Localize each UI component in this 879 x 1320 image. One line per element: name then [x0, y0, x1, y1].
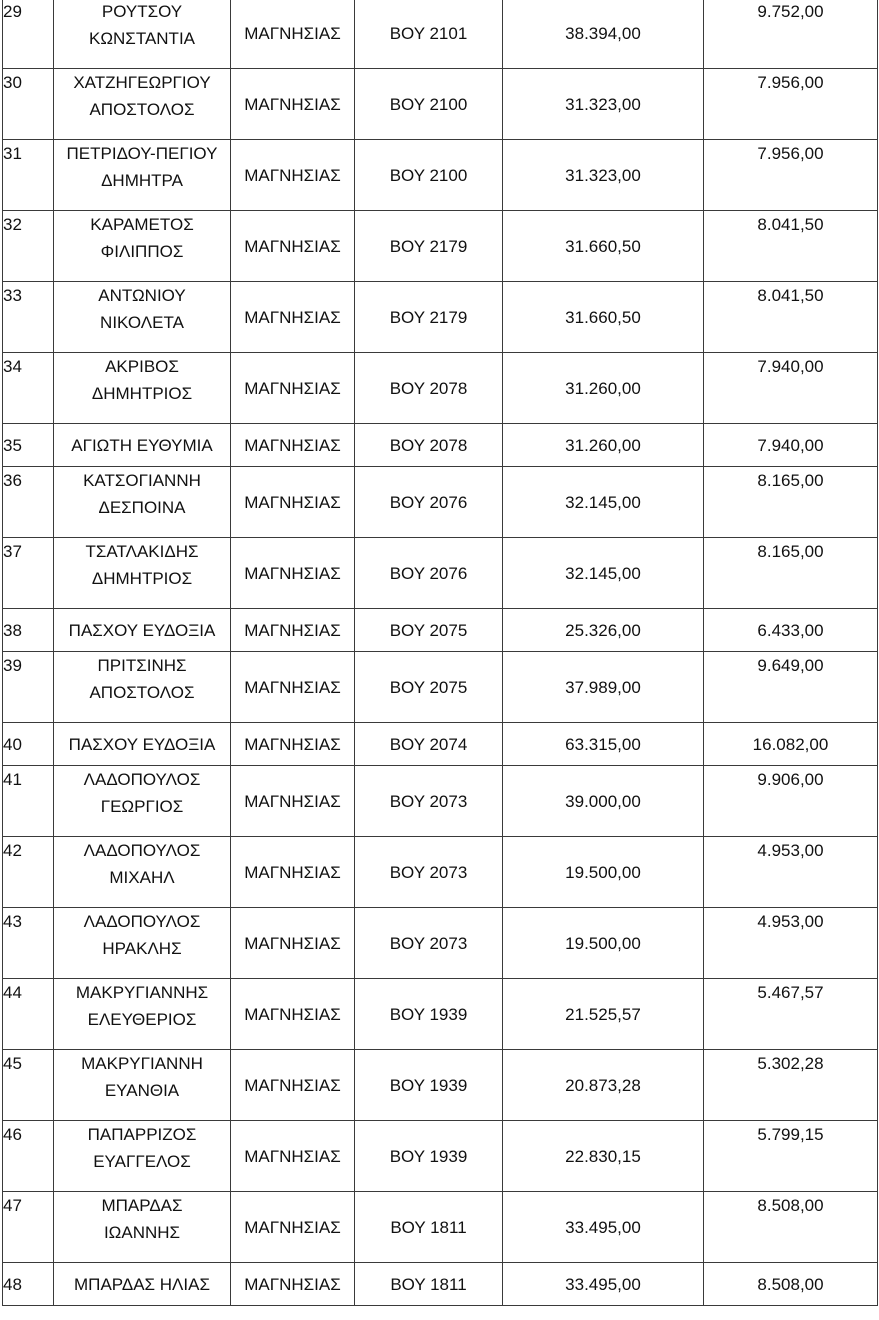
- reference-code-cell: ΒΟΥ 1939: [355, 979, 503, 1050]
- tax-amount-cell: 16.082,00: [704, 723, 878, 766]
- prefecture-cell: ΜΑΓΝΗΣΙΑΣ: [231, 69, 355, 140]
- beneficiary-name-line: ΗΡΑΚΛΗΣ: [102, 939, 182, 958]
- beneficiary-name-cell: [54, 1263, 231, 1306]
- beneficiary-name-line: ΚΩΝΣΤΑΝΤΙΑ: [88, 29, 196, 48]
- amount-cell: 33.495,00: [503, 1263, 704, 1306]
- row-number-cell: 43: [3, 908, 54, 979]
- amount-cell: 19.500,00: [503, 908, 704, 979]
- reference-code-cell: ΒΟΥ 2073: [355, 766, 503, 837]
- beneficiary-name-line: ΜΠΑΡΔΑΣ: [101, 1196, 183, 1215]
- amount-cell: 31.323,00: [503, 140, 704, 211]
- tax-amount-cell: 6.433,00: [704, 609, 878, 652]
- table-row: [3, 652, 878, 723]
- beneficiary-name-line: ΚΑΤΣΟΓΙΑΝΝΗ: [83, 471, 201, 490]
- row-number-cell: 47: [3, 1192, 54, 1263]
- prefecture-cell: ΜΑΓΝΗΣΙΑΣ: [231, 282, 355, 353]
- reference-code-cell: ΒΟΥ 2078: [355, 424, 503, 467]
- amount-cell: 38.394,00: [503, 0, 704, 69]
- table-row: [3, 908, 878, 979]
- prefecture-cell: ΜΑΓΝΗΣΙΑΣ: [231, 766, 355, 837]
- beneficiary-name-line: ΦΙΛΙΠΠΟΣ: [100, 242, 184, 261]
- beneficiary-name-line: ΔΗΜΗΤΡΙΟΣ: [91, 384, 193, 403]
- table-row: [3, 353, 878, 424]
- reference-code-cell: ΒΟΥ 2078: [355, 353, 503, 424]
- table-row: [3, 979, 878, 1050]
- tax-amount-cell: 8.041,50: [704, 282, 878, 353]
- beneficiary-name-line: ΤΣΑΤΛΑΚΙΔΗΣ: [85, 542, 199, 561]
- row-number-cell: 34: [3, 353, 54, 424]
- row-number-cell: 39: [3, 652, 54, 723]
- amount-cell: 37.989,00: [503, 652, 704, 723]
- tax-amount-cell: 7.940,00: [704, 353, 878, 424]
- tax-amount-cell: 5.302,28: [704, 1050, 878, 1121]
- beneficiary-name-line: ΧΑΤΖΗΓΕΩΡΓΙΟΥ: [73, 73, 211, 92]
- prefecture-cell: ΜΑΓΝΗΣΙΑΣ: [231, 908, 355, 979]
- table-row: [3, 609, 878, 652]
- reference-code-cell: ΒΟΥ 2075: [355, 652, 503, 723]
- reference-code-cell: ΒΟΥ 2100: [355, 140, 503, 211]
- tax-amount-cell: 8.508,00: [704, 1192, 878, 1263]
- beneficiary-name-cell: [54, 1050, 231, 1121]
- reference-code-cell: ΒΟΥ 2179: [355, 282, 503, 353]
- amount-cell: 19.500,00: [503, 837, 704, 908]
- beneficiary-name-cell: [54, 538, 231, 609]
- reference-code-cell: ΒΟΥ 2073: [355, 908, 503, 979]
- beneficiary-name-line: ΚΑΡΑΜΕΤΟΣ: [90, 215, 194, 234]
- tax-amount-cell: 5.799,15: [704, 1121, 878, 1192]
- tax-amount-cell: 9.752,00: [704, 0, 878, 69]
- reference-code-cell: ΒΟΥ 2101: [355, 0, 503, 69]
- table-row: [3, 467, 878, 538]
- tax-amount-cell: 4.953,00: [704, 837, 878, 908]
- row-number-cell: 37: [3, 538, 54, 609]
- reference-code-cell: ΒΟΥ 2073: [355, 837, 503, 908]
- row-number-cell: 31: [3, 140, 54, 211]
- row-number-cell: 35: [3, 424, 54, 467]
- beneficiary-name-line: ΙΩΑΝΝΗΣ: [103, 1223, 181, 1242]
- beneficiary-name-cell: [54, 424, 231, 467]
- prefecture-cell: ΜΑΓΝΗΣΙΑΣ: [231, 1192, 355, 1263]
- tax-amount-cell: 9.906,00: [704, 766, 878, 837]
- beneficiary-name-line: ΛΑΔΟΠΟΥΛΟΣ: [83, 841, 201, 860]
- reference-code-cell: ΒΟΥ 1811: [355, 1263, 503, 1306]
- beneficiary-name-cell: [54, 140, 231, 211]
- table-row: [3, 140, 878, 211]
- beneficiary-name-line: ΠΑΠΑΡΡΙΖΟΣ: [87, 1125, 197, 1144]
- row-number-cell: 44: [3, 979, 54, 1050]
- beneficiary-name-line: ΜΠΑΡΔΑΣ ΗΛΙΑΣ: [74, 1274, 210, 1294]
- beneficiary-name-line: ΠΕΤΡΙΔΟΥ-ΠΕΓΙΟΥ: [66, 144, 218, 163]
- beneficiary-name-cell: [54, 467, 231, 538]
- beneficiary-name-line: ΛΑΔΟΠΟΥΛΟΣ: [83, 770, 201, 789]
- beneficiary-name-cell: [54, 908, 231, 979]
- row-number-cell: 46: [3, 1121, 54, 1192]
- amount-cell: 32.145,00: [503, 538, 704, 609]
- table-row: [3, 1121, 878, 1192]
- prefecture-cell: ΜΑΓΝΗΣΙΑΣ: [231, 211, 355, 282]
- amount-cell: 21.525,57: [503, 979, 704, 1050]
- table-row: [3, 723, 878, 766]
- table-row: [3, 282, 878, 353]
- beneficiary-name-line: ΔΕΣΠΟΙΝΑ: [98, 498, 186, 517]
- row-number-cell: 41: [3, 766, 54, 837]
- prefecture-cell: ΜΑΓΝΗΣΙΑΣ: [231, 723, 355, 766]
- prefecture-cell: ΜΑΓΝΗΣΙΑΣ: [231, 837, 355, 908]
- beneficiary-name-cell: [54, 1121, 231, 1192]
- reference-code-cell: ΒΟΥ 2076: [355, 538, 503, 609]
- tax-amount-cell: 8.041,50: [704, 211, 878, 282]
- row-number-cell: 45: [3, 1050, 54, 1121]
- prefecture-cell: ΜΑΓΝΗΣΙΑΣ: [231, 1050, 355, 1121]
- beneficiary-name-line: ΑΠΟΣΤΟΛΟΣ: [89, 100, 195, 119]
- table-row: [3, 1192, 878, 1263]
- beneficiary-name-line: ΕΥΑΓΓΕΛΟΣ: [93, 1152, 191, 1171]
- table-row: [3, 211, 878, 282]
- table-row: [3, 69, 878, 140]
- row-number-cell: 29: [3, 0, 54, 69]
- amount-cell: 39.000,00: [503, 766, 704, 837]
- tax-amount-cell: 8.165,00: [704, 538, 878, 609]
- row-number-cell: 38: [3, 609, 54, 652]
- prefecture-cell: ΜΑΓΝΗΣΙΑΣ: [231, 609, 355, 652]
- tax-amount-cell: 4.953,00: [704, 908, 878, 979]
- prefecture-cell: ΜΑΓΝΗΣΙΑΣ: [231, 538, 355, 609]
- beneficiary-name-cell: [54, 0, 231, 69]
- beneficiary-name-cell: [54, 69, 231, 140]
- beneficiary-name-cell: [54, 1192, 231, 1263]
- table-row: [3, 1050, 878, 1121]
- beneficiary-name-cell: [54, 353, 231, 424]
- row-number-cell: 36: [3, 467, 54, 538]
- tax-amount-cell: 5.467,57: [704, 979, 878, 1050]
- table-body: [3, 0, 878, 1306]
- prefecture-cell: ΜΑΓΝΗΣΙΑΣ: [231, 0, 355, 69]
- beneficiary-name-cell: [54, 766, 231, 837]
- reference-code-cell: ΒΟΥ 1939: [355, 1050, 503, 1121]
- amount-cell: 25.326,00: [503, 609, 704, 652]
- table-row: [3, 424, 878, 467]
- beneficiary-name-cell: [54, 979, 231, 1050]
- beneficiary-name-line: ΕΛΕΥΘΕΡΙΟΣ: [87, 1010, 197, 1029]
- prefecture-cell: ΜΑΓΝΗΣΙΑΣ: [231, 652, 355, 723]
- amount-cell: 32.145,00: [503, 467, 704, 538]
- beneficiary-name-line: ΕΥΑΝΘΙΑ: [104, 1081, 180, 1100]
- reference-code-cell: ΒΟΥ 2075: [355, 609, 503, 652]
- reference-code-cell: ΒΟΥ 1939: [355, 1121, 503, 1192]
- amount-cell: 31.660,50: [503, 282, 704, 353]
- beneficiary-name-line: ΓΕΩΡΓΙΟΣ: [100, 797, 184, 816]
- amount-cell: 20.873,28: [503, 1050, 704, 1121]
- row-number-cell: 32: [3, 211, 54, 282]
- beneficiary-name-line: ΑΝΤΩΝΙΟΥ: [98, 286, 186, 305]
- row-number-cell: 30: [3, 69, 54, 140]
- amount-cell: 31.660,50: [503, 211, 704, 282]
- row-number-cell: 48: [3, 1263, 54, 1306]
- beneficiary-name-line: ΛΑΔΟΠΟΥΛΟΣ: [83, 912, 201, 931]
- table-row: [3, 837, 878, 908]
- reference-code-cell: ΒΟΥ 2076: [355, 467, 503, 538]
- prefecture-cell: ΜΑΓΝΗΣΙΑΣ: [231, 979, 355, 1050]
- prefecture-cell: ΜΑΓΝΗΣΙΑΣ: [231, 1121, 355, 1192]
- tax-amount-cell: 8.165,00: [704, 467, 878, 538]
- amount-cell: 31.260,00: [503, 353, 704, 424]
- beneficiary-name-line: ΑΚΡΙΒΟΣ: [105, 357, 179, 376]
- amount-cell: 31.323,00: [503, 69, 704, 140]
- tax-amount-cell: 7.956,00: [704, 140, 878, 211]
- prefecture-cell: ΜΑΓΝΗΣΙΑΣ: [231, 140, 355, 211]
- beneficiary-name-line: ΑΓΙΩΤΗ ΕΥΘΥΜΙΑ: [71, 435, 213, 455]
- prefecture-cell: ΜΑΓΝΗΣΙΑΣ: [231, 424, 355, 467]
- prefecture-cell: ΜΑΓΝΗΣΙΑΣ: [231, 353, 355, 424]
- tax-amount-cell: 7.940,00: [704, 424, 878, 467]
- beneficiary-name-line: ΡΟΥΤΣΟΥ: [101, 2, 183, 21]
- prefecture-cell: ΜΑΓΝΗΣΙΑΣ: [231, 1263, 355, 1306]
- table-row: [3, 766, 878, 837]
- tax-amount-cell: 9.649,00: [704, 652, 878, 723]
- prefecture-cell: ΜΑΓΝΗΣΙΑΣ: [231, 467, 355, 538]
- row-number-cell: 42: [3, 837, 54, 908]
- beneficiary-name-cell: [54, 723, 231, 766]
- beneficiary-name-line: ΔΗΜΗΤΡΑ: [101, 171, 183, 190]
- beneficiary-name-cell: [54, 282, 231, 353]
- amount-cell: 22.830,15: [503, 1121, 704, 1192]
- table-row: [3, 538, 878, 609]
- table-row: [3, 0, 878, 69]
- table-row: [3, 1263, 878, 1306]
- amount-cell: 31.260,00: [503, 424, 704, 467]
- reference-code-cell: ΒΟΥ 1811: [355, 1192, 503, 1263]
- row-number-cell: 40: [3, 723, 54, 766]
- row-number-cell: 33: [3, 282, 54, 353]
- beneficiary-name-cell: [54, 652, 231, 723]
- reference-code-cell: ΒΟΥ 2179: [355, 211, 503, 282]
- tax-amount-cell: 8.508,00: [704, 1263, 878, 1306]
- beneficiary-name-line: ΠΑΣΧΟΥ ΕΥΔΟΞΙΑ: [68, 620, 216, 640]
- amount-cell: 33.495,00: [503, 1192, 704, 1263]
- beneficiary-name-line: ΔΗΜΗΤΡΙΟΣ: [91, 569, 193, 588]
- amount-cell: 63.315,00: [503, 723, 704, 766]
- reference-code-cell: ΒΟΥ 2074: [355, 723, 503, 766]
- beneficiary-name-line: ΜΑΚΡΥΓΙΑΝΝΗ: [81, 1054, 203, 1073]
- beneficiary-name-line: ΝΙΚΟΛΕΤΑ: [100, 313, 184, 332]
- reference-code-cell: ΒΟΥ 2100: [355, 69, 503, 140]
- beneficiary-name-cell: [54, 609, 231, 652]
- beneficiary-name-line: ΜΑΚΡΥΓΙΑΝΝΗΣ: [75, 983, 209, 1002]
- beneficiary-name-cell: [54, 837, 231, 908]
- beneficiary-name-line: ΜΙΧΑΗΛ: [109, 868, 175, 887]
- beneficiary-name-line: ΠΡΙΤΣΙΝΗΣ: [97, 656, 187, 675]
- tax-amount-cell: 7.956,00: [704, 69, 878, 140]
- beneficiary-name-cell: [54, 211, 231, 282]
- beneficiary-name-line: ΑΠΟΣΤΟΛΟΣ: [89, 683, 195, 702]
- beneficiary-name-line: ΠΑΣΧΟΥ ΕΥΔΟΞΙΑ: [68, 734, 216, 754]
- beneficiaries-table: [2, 0, 878, 1306]
